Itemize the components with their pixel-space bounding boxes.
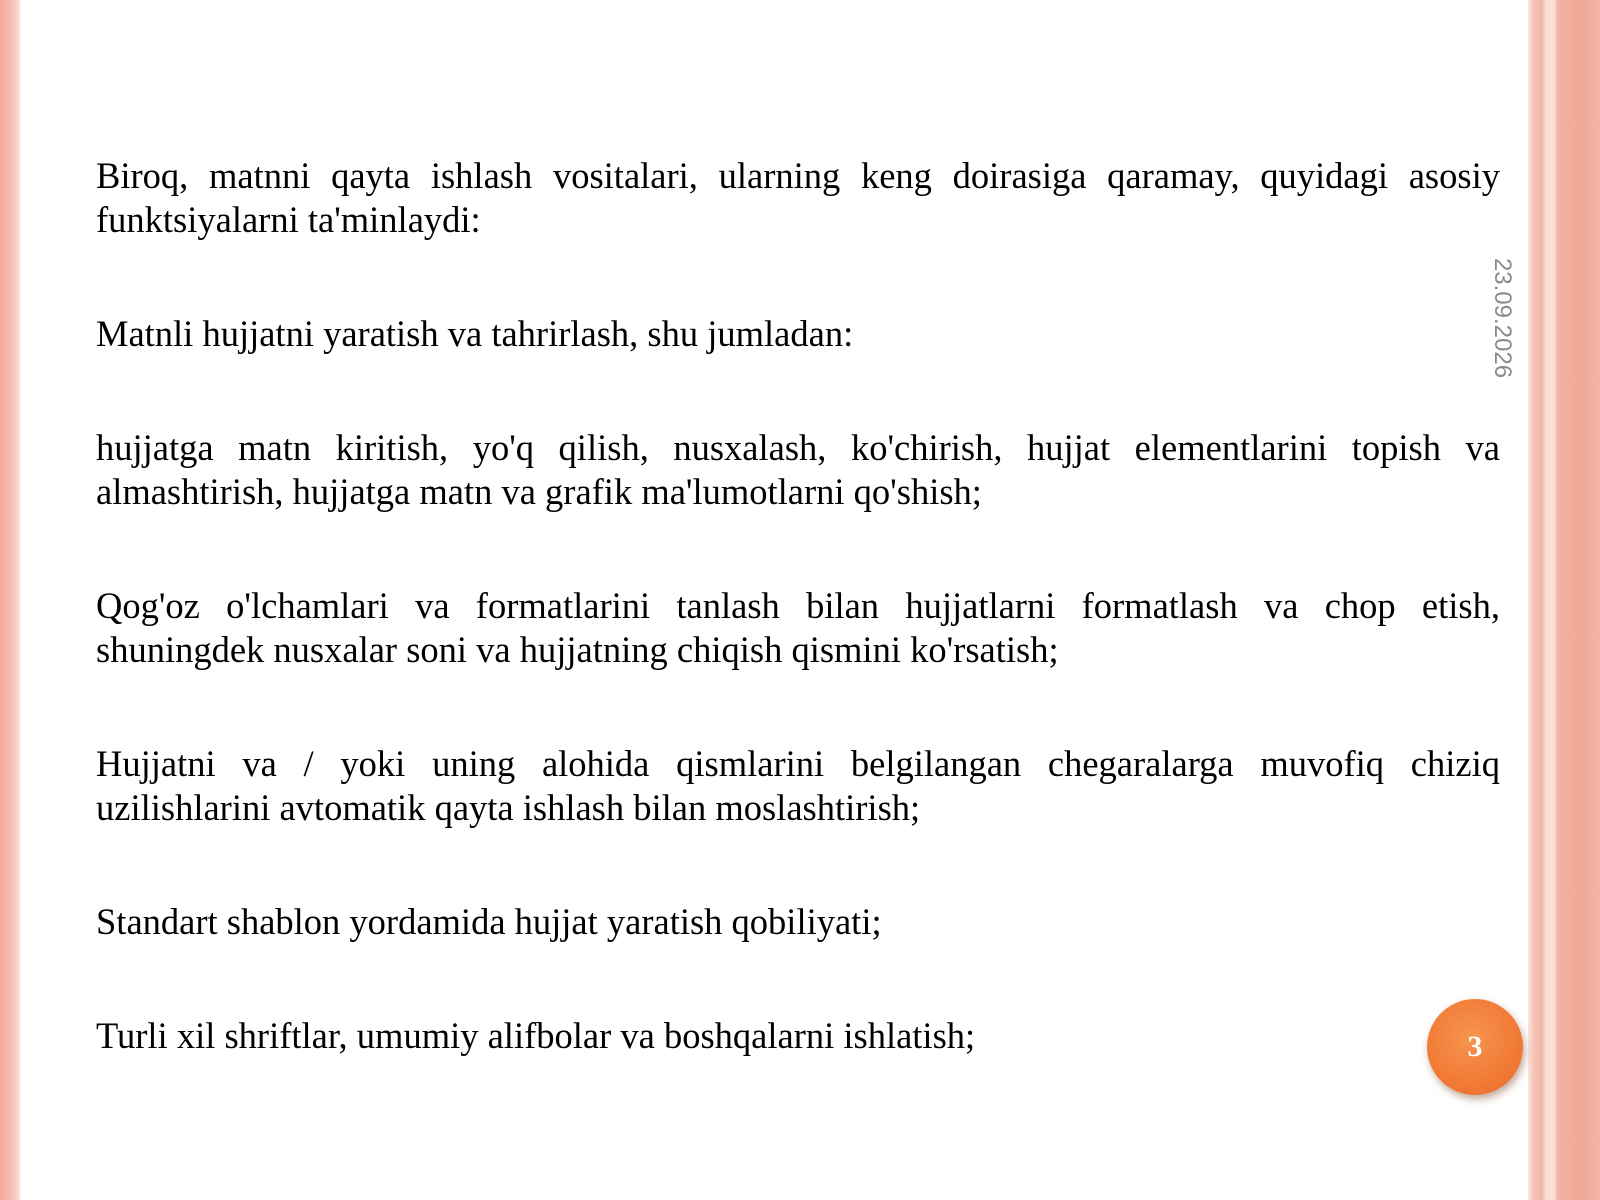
slide-body xyxy=(96,154,1500,1128)
paragraph-create-edit: Matnli hujjatni yaratish va tahrirlash, shu jumladan: xyxy=(96,313,854,354)
page-number-badge xyxy=(1427,999,1523,1095)
paragraph-intro: Biroq, matnni qayta ishlash vositalari, ularning keng doirasiga qaramay, quyidagi asosiy funktsiyalarni ta'minlaydi: xyxy=(96,155,1500,240)
slide-date: 23.09.2026 xyxy=(1489,257,1516,379)
paragraph-templates: Standart shablon yordamida hujjat yaratish qobiliyati; xyxy=(96,901,882,942)
page-number-label: 3 xyxy=(1467,1030,1483,1063)
slide-left-border xyxy=(0,0,20,1200)
paragraph-fonts: Turli xil shriftlar, umumiy alifbolar va boshqalarni ishlatish; xyxy=(96,1015,976,1056)
slide-right-border xyxy=(1528,0,1600,1200)
paragraph-formatting-printing: Qog'oz o'lchamlari va formatlarini tanlash bilan hujjatlarni formatlash va chop etish, shuningdek nusxalar soni va hujjatning chiqish qismini ko'rsatish; xyxy=(96,585,1500,670)
paragraph-text-input: hujjatga matn kiritish, yo'q qilish, nusxalash, ko'chirish, hujjat elementlarini topish va almashtirish, hujjatga matn va grafik ma'lumotlarni qo'shish; xyxy=(96,427,1500,512)
paragraph-line-breaks: Hujjatni va / yoki uning alohida qismlarini belgilangan chegaralarga muvofiq chiziq uzilishlarini avtomatik qayta ishlash bilan moslashtirish; xyxy=(96,743,1500,828)
